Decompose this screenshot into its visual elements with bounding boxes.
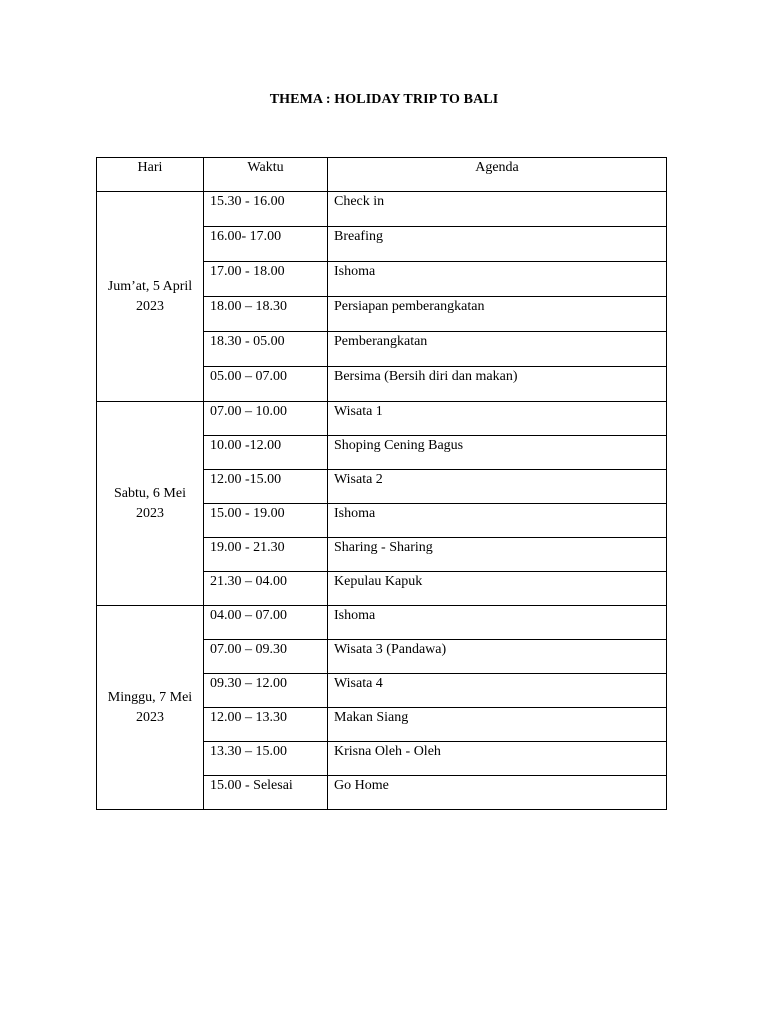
header-day: Hari — [97, 158, 204, 192]
day-label: Jum’at, 5 April — [107, 278, 193, 294]
time-cell: 15.30 - 16.00 — [204, 192, 328, 227]
agenda-cell: Krisna Oleh - Oleh — [328, 742, 667, 776]
time-cell: 10.00 -12.00 — [204, 436, 328, 470]
agenda-cell: Wisata 4 — [328, 674, 667, 708]
agenda-cell: Ishoma — [328, 262, 667, 297]
agenda-cell: Ishoma — [328, 504, 667, 538]
header-time: Waktu — [204, 158, 328, 192]
agenda-cell: Check in — [328, 192, 667, 227]
time-cell: 07.00 – 10.00 — [204, 402, 328, 436]
day-year: 2023 — [136, 298, 164, 314]
time-cell: 19.00 - 21.30 — [204, 538, 328, 572]
day-group-friday — [97, 192, 667, 402]
agenda-cell: Ishoma — [328, 606, 667, 640]
agenda-cell: Breafing — [328, 227, 667, 262]
header-agenda: Agenda — [328, 158, 667, 192]
agenda-cell: Go Home — [328, 776, 667, 810]
table-row — [97, 606, 667, 640]
agenda-cell: Wisata 2 — [328, 470, 667, 504]
day-group-sunday — [97, 606, 667, 810]
day-group-saturday — [97, 402, 667, 606]
day-label: Sabtu, 6 Mei — [114, 485, 186, 501]
day-cell — [97, 402, 204, 606]
day-cell — [97, 606, 204, 810]
time-cell: 18.00 – 18.30 — [204, 297, 328, 332]
time-cell: 13.30 – 15.00 — [204, 742, 328, 776]
day-year: 2023 — [136, 709, 164, 725]
agenda-cell: Shoping Cening Bagus — [328, 436, 667, 470]
time-cell: 21.30 – 04.00 — [204, 572, 328, 606]
agenda-cell: Kepulau Kapuk — [328, 572, 667, 606]
time-cell: 18.30 - 05.00 — [204, 332, 328, 367]
agenda-cell: Pemberangkatan — [328, 332, 667, 367]
table-header-row — [97, 158, 667, 192]
agenda-cell: Wisata 1 — [328, 402, 667, 436]
time-cell: 04.00 – 07.00 — [204, 606, 328, 640]
day-year: 2023 — [136, 505, 164, 521]
agenda-cell: Bersima (Bersih diri dan makan) — [328, 367, 667, 402]
table-row — [97, 192, 667, 227]
agenda-cell: Makan Siang — [328, 708, 667, 742]
time-cell: 15.00 - Selesai — [204, 776, 328, 810]
agenda-cell: Sharing - Sharing — [328, 538, 667, 572]
schedule-table — [96, 157, 667, 810]
time-cell: 12.00 – 13.30 — [204, 708, 328, 742]
day-cell — [97, 192, 204, 402]
time-cell: 17.00 - 18.00 — [204, 262, 328, 297]
time-cell: 09.30 – 12.00 — [204, 674, 328, 708]
time-cell: 12.00 -15.00 — [204, 470, 328, 504]
time-cell: 16.00- 17.00 — [204, 227, 328, 262]
time-cell: 05.00 – 07.00 — [204, 367, 328, 402]
page-title: THEMA : HOLIDAY TRIP TO BALI — [269, 92, 499, 107]
time-cell: 07.00 – 09.30 — [204, 640, 328, 674]
table-row — [97, 402, 667, 436]
agenda-cell: Persiapan pemberangkatan — [328, 297, 667, 332]
day-label: Minggu, 7 Mei — [107, 689, 193, 705]
time-cell: 15.00 - 19.00 — [204, 504, 328, 538]
agenda-cell: Wisata 3 (Pandawa) — [328, 640, 667, 674]
